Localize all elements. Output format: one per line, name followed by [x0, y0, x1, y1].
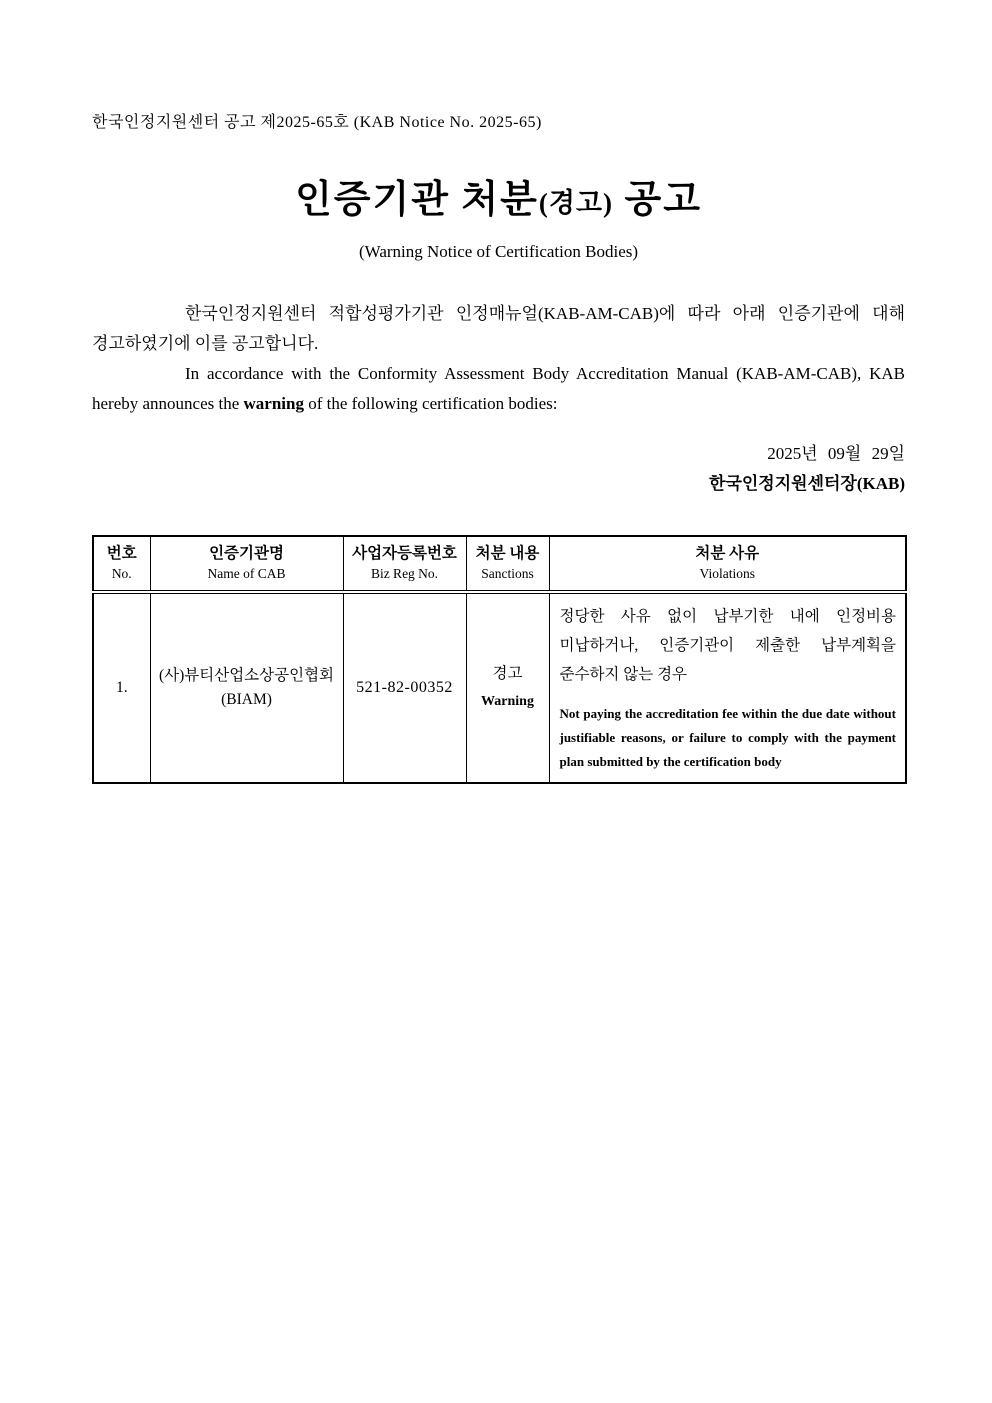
violation-korean: 정당한 사유 없이 납부기한 내에 인정비용 미납하거나, 인증기관이 제출한 납부계획을 준수하지 않는 경우 [559, 608, 896, 683]
violation-english: Not paying the accreditation fee within the due date without justifiable reasons, or failure to comply with the payment plan submitted by the certification body [559, 706, 896, 769]
paragraph-english-warning-bold: warning [243, 394, 304, 413]
table-header-row [93, 536, 906, 592]
paragraph-english-after: of the following certification bodies: [304, 394, 558, 413]
body-text-block [92, 299, 905, 419]
col-header-name [150, 536, 343, 592]
biz-reg-number: 521-82-00352 [356, 679, 453, 696]
col-header-violations [549, 536, 906, 592]
cell-biz-reg-no [343, 592, 466, 783]
col-header-sanctions-ko: 처분 내용 [475, 545, 540, 562]
date-line: 2025년 09월 29일 [767, 444, 905, 463]
title-main-suffix: 공고 [612, 179, 702, 221]
signature-line: 한국인정지원센터장(KAB) [709, 474, 905, 493]
col-header-no-ko: 번호 [106, 545, 137, 562]
col-header-sanctions-en: Sanctions [481, 566, 534, 581]
title-main-prefix: 인증기관 처분 [295, 179, 539, 221]
col-header-no-en: No. [111, 566, 132, 581]
notice-number-line: 한국인정지원센터 공고 제2025-65호 (KAB Notice No. 2025-65) [92, 114, 542, 131]
col-header-sanctions [466, 536, 549, 592]
date-signature-block [92, 439, 905, 499]
sanction-korean: 경고 [492, 665, 523, 682]
sanctions-table [92, 535, 907, 784]
document-title [92, 178, 905, 225]
cell-violation [549, 592, 906, 783]
title-paren-warning: (경고) [538, 188, 613, 218]
row-number: 1. [115, 679, 128, 696]
paragraph-english [92, 359, 905, 419]
cell-cab-name [150, 592, 343, 783]
cell-sanction [466, 592, 549, 783]
cab-name-acronym: (BIAM) [221, 691, 272, 708]
table-row [93, 592, 906, 783]
col-header-name-ko: 인증기관명 [209, 545, 284, 562]
col-header-bizreg-en: Biz Reg No. [370, 566, 439, 581]
col-header-name-en: Name of CAB [207, 566, 286, 581]
paragraph-english-before: In accordance with the Conformity Assessment Body Accreditation Manual (KAB-AM-CAB), KAB hereby announces the [92, 364, 905, 413]
col-header-bizreg-ko: 사업자등록번호 [352, 545, 457, 562]
cab-name-korean: (사)뷰티산업소상공인협회 [158, 667, 335, 684]
document-subtitle: (Warning Notice of Certification Bodies) [358, 242, 639, 261]
col-header-violations-en: Violations [699, 566, 755, 581]
col-header-violations-ko: 처분 사유 [695, 545, 760, 562]
sanction-english: Warning [481, 694, 534, 709]
paragraph-korean: 한국인정지원센터 적합성평가기관 인정매뉴얼(KAB-AM-CAB)에 따라 아래 인증기관에 대해 경고하였기에 이를 공고합니다. [92, 304, 905, 353]
col-header-bizreg [343, 536, 466, 592]
col-header-no [93, 536, 150, 592]
cell-row-number [93, 592, 150, 783]
